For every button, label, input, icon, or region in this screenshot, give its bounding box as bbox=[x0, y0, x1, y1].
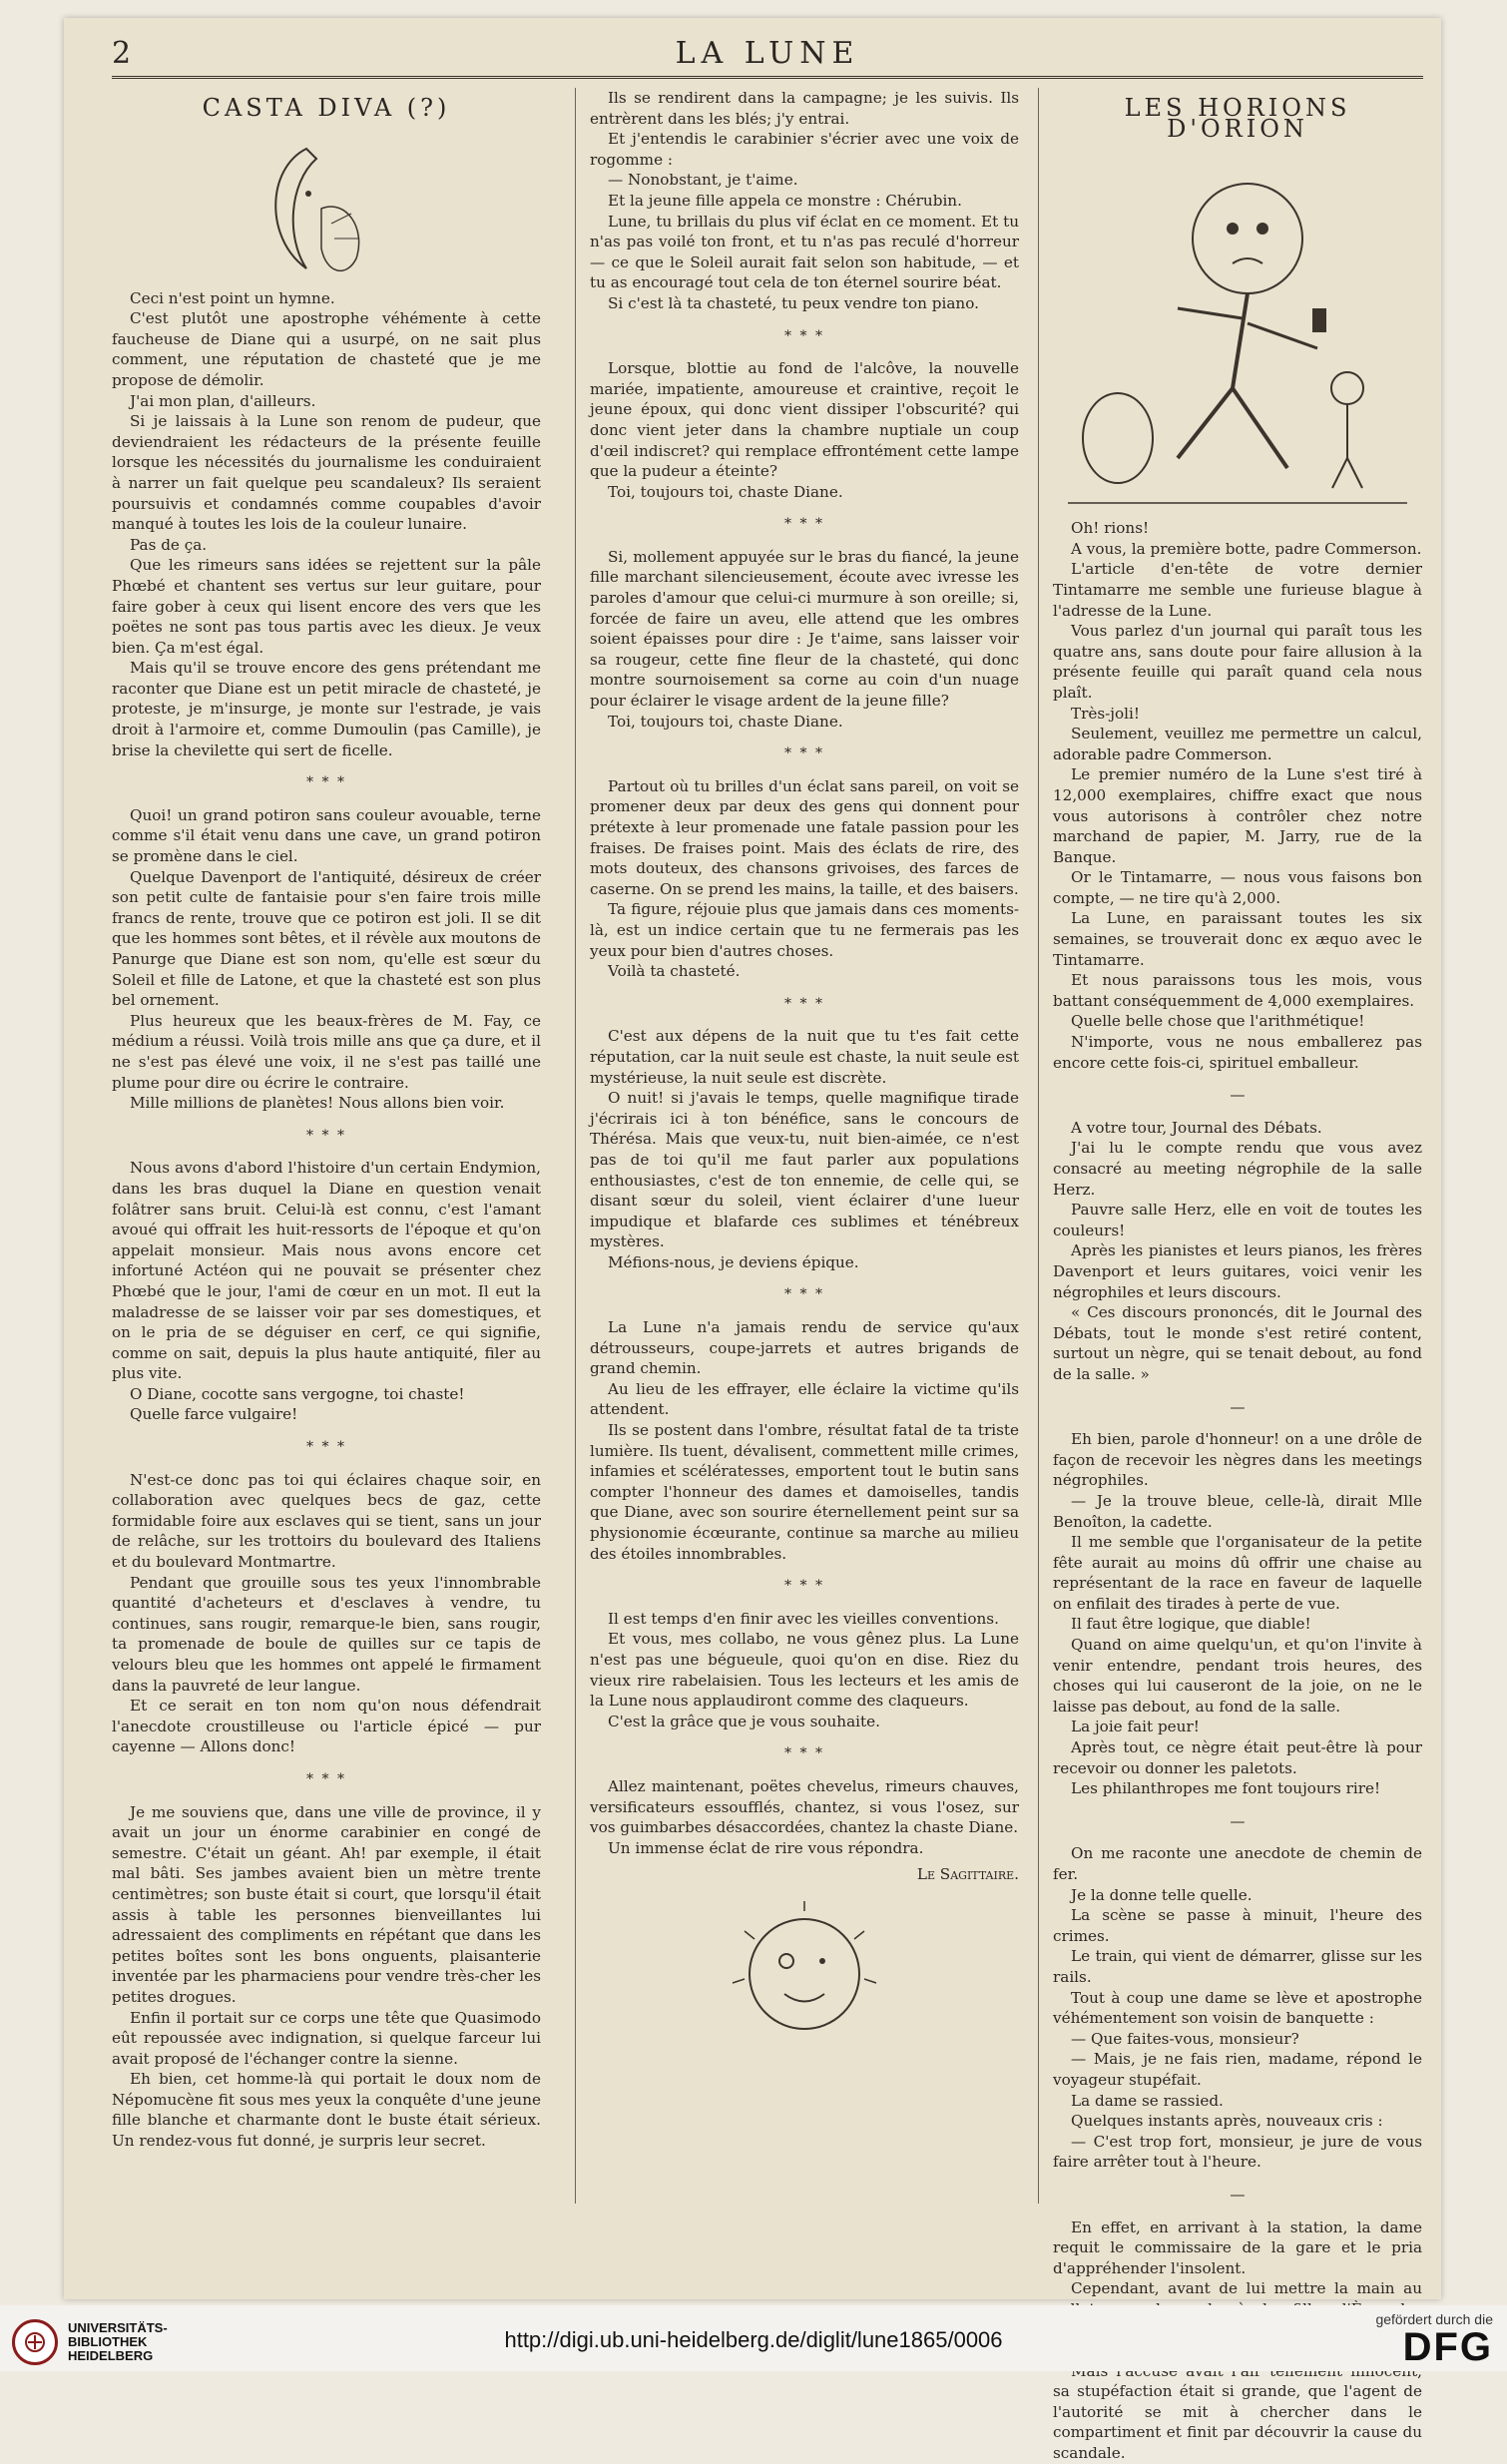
paragraph: Quelle belle chose que l'arithmétique! bbox=[1071, 1012, 1365, 1031]
section-separator: * * * bbox=[784, 1286, 824, 1303]
paragraph: Quelle farce vulgaire! bbox=[130, 1405, 298, 1424]
section-separator: * * * bbox=[784, 1745, 824, 1762]
paragraph: Ils se rendirent dans la campagne; je les suivis. Ils entrèrent dans les blés; j'y entrai. bbox=[590, 89, 1019, 128]
library-name-line-3: HEIDELBERG bbox=[68, 2348, 154, 2363]
paragraph: — Que faites-vous, monsieur? bbox=[1071, 2029, 1299, 2048]
column-3 bbox=[1038, 88, 1422, 2463]
column-1 bbox=[112, 88, 541, 2204]
paragraph: Si je laissais à la Lune son renom de pudeur, que deviendraient les rédacteurs de la présente feuille lorsque les nécessités du journalisme les conduiraient à narrer un fait quelque peu scandaleux? Ils seraient poursuivis et condamnés comme coupables d'avoir manqué à toutes les lois de la couleur lunaire. bbox=[112, 412, 541, 534]
paragraph: Lune, tu brillais du plus vif éclat en ce moment. Et tu n'as pas voilé ton front, et tu n'as pas reculé d'horreur — ce que le Soleil aurait fait selon son habitude, — et tu as encouragé tout cela de ton éternel sourire béat. bbox=[590, 212, 1019, 292]
moon-face-illustration bbox=[725, 1899, 884, 2049]
crescent-moon-illustration bbox=[237, 139, 416, 288]
paragraph: Je la donne telle quelle. bbox=[1071, 1885, 1253, 1904]
paragraph: L'article d'en-tête de votre dernier Tintamarre me semble une furieuse blague à l'adresse de la Lune. bbox=[1053, 560, 1422, 620]
paragraph: Méfions-nous, je deviens épique. bbox=[608, 1252, 859, 1271]
section-separator: — bbox=[1230, 2185, 1246, 2204]
paragraph: Que les rimeurs sans idées se rejettent sur la pâle Phœbé et chantent ses vertus sur leur guitare, pour faire gober à ceux qui lisent encore des vers que les poëtes ne sont pas tous partis avec les dieux. Je veux bien. Ça m'est égal. bbox=[112, 556, 541, 657]
paragraph: Le premier numéro de la Lune s'est tiré à 12,000 exemplaires, chiffre exact que nous vous autorisons à contrôler chez notre marchand de papier, M. Jarry, rue de la Banque. bbox=[1053, 765, 1422, 866]
paragraph: Ils se postent dans l'ombre, résultat fatal de ta triste lumière. Ils tuent, dévalisent, commettent mille crimes, infamies et scélératesses, emportent tout le butin sans compter l'honneur des dames et damoiselles, tandis que Diane, avec son sourire éternellement peint sur sa physionomie écœurante, continue sa marche au milieu des étoiles innombrables. bbox=[590, 1421, 1019, 1563]
paragraph: J'ai lu le compte rendu que vous avez consacré au meeting négrophile de la salle Herz. bbox=[1053, 1139, 1422, 1199]
paragraph: Il me semble que l'organisateur de la petite fête aurait au moins dû offrir une chaise au représentant de la race en faveur de laquelle on enfilait des tirades à perte de vue. bbox=[1053, 1533, 1422, 1613]
paragraph: Après tout, ce nègre était peut-être là pour recevoir ou donner les paletots. bbox=[1053, 1738, 1422, 1777]
library-name-line-1: UNIVERSITÄTS- bbox=[68, 2320, 168, 2335]
article-title-casta-diva: CASTA DIVA (?) bbox=[202, 94, 451, 122]
paragraph: La joie fait peur! bbox=[1071, 1718, 1200, 1736]
paragraph: Allez maintenant, poëtes chevelus, rimeurs chauves, versificateurs essoufflés, chantez, si vous l'osez, sur vos guimbarbes désaccordées, chantez la chaste Diane. bbox=[590, 1776, 1019, 1837]
paragraph: Et la jeune fille appela ce monstre : Chérubin. bbox=[608, 191, 962, 210]
paragraph: Quoi! un grand potiron sans couleur avouable, terne comme s'il était venu dans une cave, un grand potiron se promène dans le ciel. bbox=[112, 805, 541, 866]
paragraph: C'est aux dépens de la nuit que tu t'es fait cette réputation, car la nuit seule est chaste, la nuit seule est mystérieuse, la nuit seule est discrète. bbox=[590, 1027, 1019, 1087]
paragraph: O nuit! si j'avais le temps, quelle magnifique tirade j'écrirais ici à ton bénéfice, sans le concours de Thérésa. Mais que veux-tu, nuit bien-aimée, ce n'est pas de toi qu'il me faut parler aux populations enthousiastes, c'est de ton ennemie, de celle qui, se disant sœur du soleil, vient éclairer d'une lueur impudique et blafarde ces sublimes et ténébreux mystères. bbox=[590, 1089, 1019, 1251]
dfg-logo bbox=[1375, 2311, 1493, 2367]
article-title-horions: LES HORIONS D'ORION bbox=[1124, 94, 1351, 143]
section-separator: * * * bbox=[306, 774, 346, 791]
paragraph: Seulement, veuillez me permettre un calcul, adorable padre Commerson. bbox=[1053, 725, 1422, 763]
paragraph: Et nous paraissons tous les mois, vous battant conséquemment de 4,000 exemplaires. bbox=[1053, 971, 1422, 1010]
paragraph: Oh! rions! bbox=[1071, 519, 1150, 538]
paragraph: Eh bien, cet homme-là qui portait le doux nom de Népomucène fit sous mes yeux la conquête d'une jeune fille blanche et charmante dont le buste était sérieux. Un rendez-vous fut donné, je surpris leur secret. bbox=[112, 2070, 541, 2151]
paragraph: C'est plutôt une apostrophe véhémente à cette faucheuse de Diane qui a usurpé, on ne sait plus comment, une réputation de chasteté que je me propose de démolir. bbox=[112, 309, 541, 389]
paragraph: sa stupéfaction était si grande, que l'agent de l'autorité se mit à chercher dans le compartiment et finit par découvrir la cause du scandale. bbox=[1053, 2382, 1422, 2463]
source-url-link[interactable]: http://digi.ub.uni-heidelberg.de/diglit/lune1865/0006 bbox=[504, 2327, 1003, 2352]
paragraph: Et ce serait en ton nom qu'on nous défendrait l'anecdote croustilleuse ou l'article épicé — pur cayenne — Allons donc! bbox=[112, 1697, 541, 1756]
paragraph: Vous parlez d'un journal qui paraît tous les quatre ans, sans doute pour faire allusion à la présente feuille qui paraît quand cela nous plaît. bbox=[1053, 622, 1422, 702]
paragraph: En effet, en arrivant à la station, la dame requit le commissaire de la gare et le pria d'appréhender l'insolent. bbox=[1053, 2218, 1422, 2277]
paragraph: On me raconte une anecdote de chemin de fer. bbox=[1053, 1844, 1422, 1883]
paragraph: J'ai mon plan, d'ailleurs. bbox=[130, 391, 316, 410]
article-body bbox=[112, 288, 541, 2152]
article-body-continued bbox=[590, 88, 1019, 1858]
section-separator: — bbox=[1230, 1397, 1246, 1416]
paragraph: Enfin il portait sur ce corps une tête que Quasimodo eût repoussée avec indignation, si quelque farceur lui avait proposé de l'échanger contre la sienne. bbox=[112, 2008, 541, 2068]
page-header bbox=[112, 32, 1423, 79]
article-body-horions bbox=[1053, 518, 1422, 2463]
paragraph: Mille millions de planètes! Nous allons bien voir. bbox=[130, 1094, 505, 1113]
paragraph: Eh bien, parole d'honneur! on a une drôle de façon de recevoir les nègres dans les meetings négrophiles. bbox=[1053, 1430, 1422, 1490]
section-separator: * * * bbox=[784, 995, 824, 1012]
paragraph: Voilà ta chasteté. bbox=[608, 962, 741, 981]
paragraph: Et j'entendis le carabinier s'écrier avec une voix de rogomme : bbox=[590, 130, 1019, 169]
paragraph: Les philanthropes me font toujours rire! bbox=[1071, 1779, 1381, 1798]
paragraph: A vous, la première botte, padre Commerson. bbox=[1071, 539, 1422, 558]
paragraph: Partout où tu brilles d'un éclat sans pareil, on voit se promener deux par deux des gens qui donnent pour prétexte à leur promenade une fatale passion pour les fraises. De fraises point. Mais des éclats de rire, des mots douteux, des chansons grivoises, des farces de caserne. On se prend les mains, la taille, et des baisers. bbox=[590, 776, 1019, 898]
paragraph: Or le Tintamarre, — nous vous faisons bon compte, — ne tire qu'à 2,000. bbox=[1053, 868, 1422, 907]
running-moon-man-illustration bbox=[1058, 159, 1417, 518]
section-separator: * * * bbox=[784, 745, 824, 762]
paragraph: Ta figure, réjouie plus que jamais dans ces moments-là, est un indice certain que tu ne fermerais pas les yeux pour bien d'autres choses. bbox=[590, 900, 1019, 960]
paragraph: Si, mollement appuyée sur le bras du fiancé, la jeune fille marchant silencieusement, écoute avec ivresse les paroles d'amour que celui-ci murmure à son oreille; si, forcée de faire un aveu, elle attend que les ombres soient épaisses pour dire : Je t'aime, sans laisser voir sa rougeur, cette fine fleur de la chasteté, qui donc montre sournoisement sa corne au coin d'un nuage pour éclairer le visage ardent de la jeune fille? bbox=[590, 547, 1019, 711]
paragraph: Et vous, mes collabo, ne vous gênez plus. La Lune n'est pas une bégueule, quoi qu'on en dise. Riez du vieux rire rabelaisien. Tous les lecteurs et les amis de la Lune nous applaudiront comme des claqueurs. bbox=[590, 1630, 1019, 1711]
paragraph: Pendant que grouille sous tes yeux l'innombrable quantité d'acheteurs et d'esclaves à vendre, tu continues, sans rougir, remarque-le bien, sans rougir, ta promenade de boule de quilles sur ce tapis de velours bleu que les hommes ont appelé le firmament dans la pauvreté de leur langue. bbox=[112, 1573, 541, 1695]
section-separator: * * * bbox=[306, 1127, 346, 1144]
paragraph: Cependant, avant de lui mettre la main au bbox=[1071, 2279, 1422, 2298]
dfg-text: DFG bbox=[1402, 2325, 1493, 2369]
paragraph: A votre tour, Journal des Débats. bbox=[1071, 1118, 1322, 1137]
section-separator: * * * bbox=[306, 1439, 346, 1456]
digitization-footer bbox=[0, 2305, 1507, 2371]
paragraph: Tout à coup une dame se lève et apostrophe véhémentement son voisin de banquette : bbox=[1053, 1988, 1422, 2028]
paragraph: — Mais, je ne fais rien, madame, répond le voyageur stupéfait. bbox=[1053, 2050, 1422, 2089]
paragraph: Très-joli! bbox=[1071, 704, 1140, 723]
paragraph: Toi, toujours toi, chaste Diane. bbox=[608, 712, 843, 731]
funded-by-text: gefördert durch die bbox=[1375, 2311, 1493, 2327]
column-2 bbox=[575, 88, 1019, 2204]
paragraph: Au lieu de les effrayer, elle éclaire la victime qu'ils attendent. bbox=[590, 1379, 1019, 1419]
paragraph: Le train, qui vient de démarrer, glisse sur les rails. bbox=[1053, 1947, 1422, 1986]
paragraph: Si c'est là ta chasteté, tu peux vendre ton piano. bbox=[608, 293, 979, 312]
section-separator: * * * bbox=[784, 516, 824, 533]
page-number: 2 bbox=[112, 36, 132, 71]
author-signature: Le Sagittaire. bbox=[916, 1865, 1019, 1884]
paragraph: Je me souviens que, dans une ville de province, il y avait un jour un énorme carabinier en congé de semestre. C'était un géant. Ah! par exemple, il était mal bâti. Ses jambes avaient bien un mètre trente centimètres; son buste était si court, que lorsqu'il était assis à table les personnes bienveillantes lui adressaient des compliments en répétant que dans les petites boîtes sont les bons onguents, plaisanterie inventée par les pharmaciens pour vendre très-cher les petites drogues. bbox=[112, 1802, 541, 2006]
paragraph: Mais qu'il se trouve encore des gens prétendant me raconter que Diane est un petit miracle de chasteté, je proteste, je m'insurge, je monte sur l'estrade, je vais droit à l'armoire et, comme Dumoulin (pas Camille), je brise la chevilette qui sert de ficelle. bbox=[112, 659, 541, 759]
section-separator: — bbox=[1230, 1811, 1246, 1830]
paragraph: Quelque Davenport de l'antiquité, désireux de créer son petit culte de fantaisie pour s'en faire trois mille francs de rente, trouve que ce potiron est joli. Il se dit que les hommes sont bêtes, et il révèle aux moutons de Panurge que Diane est son nom, qu'elle est sœur du Soleil et fille de Latone, et que la chasteté est son plus bel ornement. bbox=[112, 867, 541, 1010]
section-separator: — bbox=[1230, 1086, 1246, 1105]
section-separator: * * * bbox=[306, 1770, 346, 1787]
paragraph: — Je la trouve bleue, celle-là, dirait Mlle Benoîton, la cadette. bbox=[1053, 1491, 1422, 1531]
library-name-line-2: BIBLIOTHEK bbox=[68, 2334, 148, 2349]
paragraph: N'est-ce donc pas toi qui éclaires chaque soir, en collaboration avec quelques becs de gaz, cette formidable foire aux esclaves qui se tient, sans un jour de relâche, sur les trottoirs du boulevard des Italiens et du boulevard Montmartre. bbox=[112, 1470, 541, 1572]
section-separator: * * * bbox=[784, 327, 824, 344]
paragraph: Plus heureux que les beaux-frères de M. Fay, ce médium a réussi. Voilà trois mille ans que ça dure, et il ne s'est pas élevé une voix, il ne s'est pas taillé une plume pour dire ou écrire le contraire. bbox=[112, 1011, 541, 1092]
paragraph: La Lune n'a jamais rendu de service qu'aux détrousseurs, coupe-jarrets et autres brigands de grand chemin. bbox=[590, 1318, 1019, 1378]
section-separator: * * * bbox=[784, 1578, 824, 1595]
paragraph: C'est la grâce que je vous souhaite. bbox=[608, 1712, 880, 1730]
paragraph: Après les pianistes et leurs pianos, les frères Davenport et leurs guitares, voici venir les négrophiles et leurs discours. bbox=[1053, 1241, 1422, 1301]
paragraph: La scène se passe à minuit, l'heure des crimes. bbox=[1053, 1906, 1422, 1945]
paragraph: Quelques instants après, nouveaux cris : bbox=[1071, 2112, 1383, 2131]
newspaper-title: LA LUNE bbox=[675, 36, 860, 71]
paragraph: N'importe, vous ne nous emballerez pas encore cette fois-ci, spirituel emballeur. bbox=[1053, 1033, 1422, 1072]
paragraph: « Ces discours prononcés, dit le Journal des Débats, tout le monde s'est retiré content, surtout un nègre, qui se tenait debout, au fond de la salle. » bbox=[1053, 1303, 1422, 1383]
paragraph: Ceci n'est point un hymne. bbox=[130, 288, 335, 307]
paragraph: Il est temps d'en finir avec les vieilles conventions. bbox=[608, 1609, 999, 1628]
paragraph: O Diane, cocotte sans vergogne, toi chaste! bbox=[130, 1384, 465, 1403]
paragraph: Lorsque, blottie au fond de l'alcôve, la nouvelle mariée, impatiente, amoureuse et craintive, reçoit le jeune époux, qui donc vient dissiper l'obscurité? qui donc vient jeter dans la chambre nuptiale un coup d'œil indiscret? qui remplace effrontément cette lampe que la pudeur a éteinte? bbox=[590, 359, 1019, 481]
paragraph: La Lune, en paraissant toutes les six semaines, se trouverait donc ex æquo avec le Tintamarre. bbox=[1053, 909, 1422, 969]
paragraph: — C'est trop fort, monsieur, je jure de vous faire arrêter tout à l'heure. bbox=[1053, 2132, 1422, 2172]
paragraph: Il faut être logique, que diable! bbox=[1071, 1615, 1311, 1634]
paragraph: Un immense éclat de rire vous répondra. bbox=[608, 1838, 924, 1857]
paragraph: Nous avons d'abord l'histoire d'un certain Endymion, dans les bras duquel la Diane en question venait folâtrer sans bruit. Celui-là est connu, c'est l'amant avoué qui offrait les huit-ressorts de l'époque et qu'on appelait monsieur. Mais nous avons encore cet infortuné Actéon qui ne pouvait se présenter chez Phœbé que le jour, l'ami de cœur en un mot. Il eut la maladresse de se laisser voir par ses domestiques, et on le pria de se déguiser en cerf, ce qui signifie, comme on sait, depuis la plus haute antiquité, filer au plus vite. bbox=[112, 1159, 541, 1383]
paragraph: Quand on aime quelqu'un, et qu'on l'invite à venir entendre, pendant trois heures, des choses qui lui causeront de la joie, on ne le laisse pas debout, au fond de la salle. bbox=[1053, 1636, 1422, 1716]
paragraph: Toi, toujours toi, chaste Diane. bbox=[608, 482, 843, 501]
paragraph: La dame se rassied. bbox=[1071, 2091, 1224, 2110]
paragraph: Pas de ça. bbox=[130, 535, 208, 554]
paragraph: — Nonobstant, je t'aime. bbox=[608, 171, 798, 190]
paragraph: Pauvre salle Herz, elle en voit de toutes les couleurs! bbox=[1053, 1201, 1422, 1239]
